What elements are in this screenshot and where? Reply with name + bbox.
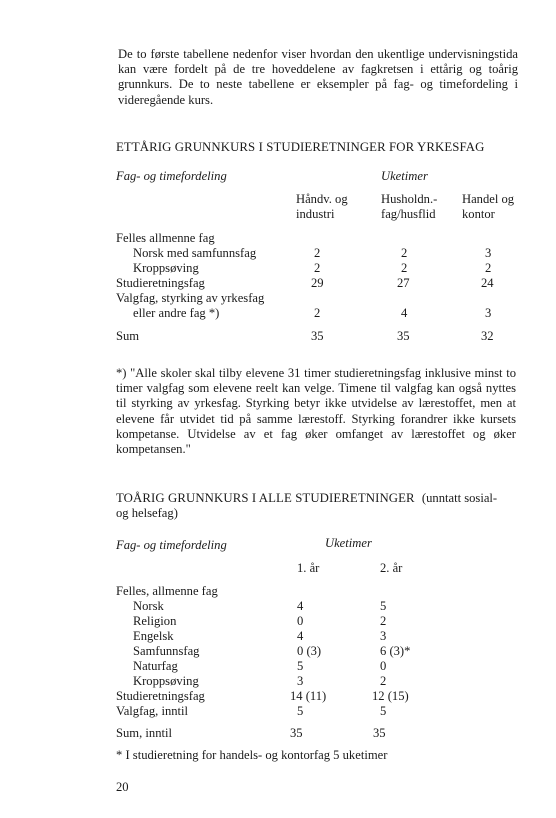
table-cell: 12 (15): [372, 689, 409, 703]
row-label: Felles, allmenne fag: [116, 584, 218, 598]
table-cell: 3: [380, 629, 387, 643]
table1-left-header: Fag- og timefordeling: [116, 169, 227, 183]
table-cell: 4: [297, 629, 304, 643]
row-label: Studieretningsfag: [116, 276, 205, 290]
table-cell: 14 (11): [290, 689, 327, 703]
row-label: Felles allmenne fag: [116, 231, 215, 245]
table-cell: 5: [380, 599, 387, 613]
table-cell: 5: [297, 659, 304, 673]
table-cell: 35: [290, 726, 303, 740]
table2-left-header: Fag- og timefordeling: [116, 538, 227, 552]
row-label: Engelsk: [133, 629, 174, 643]
table1-group-header: Uketimer: [381, 169, 428, 183]
row-label: Kroppsøving: [133, 261, 199, 275]
table-cell: 32: [481, 329, 494, 343]
table-cell: 0: [380, 659, 387, 673]
table-cell: 2: [380, 614, 387, 628]
row-label: Valgfag, inntil: [116, 704, 189, 718]
table1-title: ETTÅRIG GRUNNKURS I STUDIERETNINGER FOR YRKESFAG: [116, 140, 485, 154]
table-cell: 35: [397, 329, 410, 343]
row-label: Kroppsøving: [133, 674, 199, 688]
table-cell: 0 (3): [297, 644, 322, 658]
table-cell: 5: [297, 704, 304, 718]
table1-footnote: *) "Alle skoler skal tilby elevene 31 timer studieretningsfag inklusive minst to timer valgfag som elevene reelt kan velge. Timene til valgfag kan også nyttes til styrking av yrkesfag. Styrking betyr ikke utvidelse av lærestoffet, men at elevene får utvidet tid på samme lærestoff. Styrking forandrer ikke kursets kompetanse. Utvidelse av et fag øker omfanget av lærestoffet og øker kompetansen.": [116, 366, 516, 457]
row-label: Valgfag, styrking av yrkesfag: [116, 291, 265, 305]
row-label: Sum, inntil: [116, 726, 172, 740]
table-cell: 5: [380, 704, 387, 718]
intro-paragraph: De to første tabellene nedenfor viser hvordan den ukentlige undervisningstida kan være fordelt på de tre hoveddelene av fagkretsen i ettårig og toårig grunnkurs. De to neste tabellene er eksempler på fag- og timefordeling i videregående kurs.: [118, 47, 518, 107]
row-label: eller andre fag *): [133, 306, 220, 320]
table-cell: 24: [481, 276, 494, 290]
table-cell: 0: [297, 614, 304, 628]
row-label: Norsk med samfunnsfag: [133, 246, 257, 260]
table-row: [116, 231, 215, 246]
table2-footnote: * I studieretning for handels- og kontorfag 5 uketimer: [116, 748, 388, 762]
row-label: Naturfag: [133, 659, 178, 673]
table-cell: 2: [314, 261, 321, 275]
table-cell: 6 (3)*: [380, 644, 411, 658]
table-cell: 4: [297, 599, 304, 613]
table-cell: 2: [485, 261, 492, 275]
table-cell: 29: [311, 276, 324, 290]
table-cell: 35: [373, 726, 386, 740]
table2-title-cont: og helsefag): [116, 506, 178, 520]
row-label: Norsk: [133, 599, 164, 613]
table-cell: 2: [314, 306, 321, 320]
table-cell: 3: [297, 674, 304, 688]
table-cell: 2: [401, 261, 408, 275]
table-cell: 3: [485, 306, 492, 320]
row-label: Studieretningsfag: [116, 689, 205, 703]
table-cell: 35: [311, 329, 324, 343]
table2-title: TOÅRIG GRUNNKURS I ALLE STUDIERETNINGER (unntatt sosial-: [116, 491, 498, 505]
table-cell: 27: [397, 276, 410, 290]
table2-col2-header: 2. år: [380, 561, 403, 575]
table2-group-header: Uketimer: [325, 536, 372, 550]
table1-col1-header: Håndv. og industri: [296, 192, 348, 221]
row-label: Sum: [116, 329, 140, 343]
table2-col1-header: 1. år: [297, 561, 320, 575]
table1-col2-header: Husholdn.- fag/husflid: [381, 192, 438, 221]
table1-col3-header: Handel og kontor: [462, 192, 515, 221]
table-cell: 3: [485, 246, 492, 260]
table-cell: 2: [401, 246, 408, 260]
row-label: Religion: [133, 614, 177, 628]
row-label: Samfunnsfag: [133, 644, 200, 658]
table-cell: 4: [401, 306, 408, 320]
table-cell: 2: [314, 246, 321, 260]
table-cell: 2: [380, 674, 387, 688]
page-number: 20: [116, 780, 129, 794]
